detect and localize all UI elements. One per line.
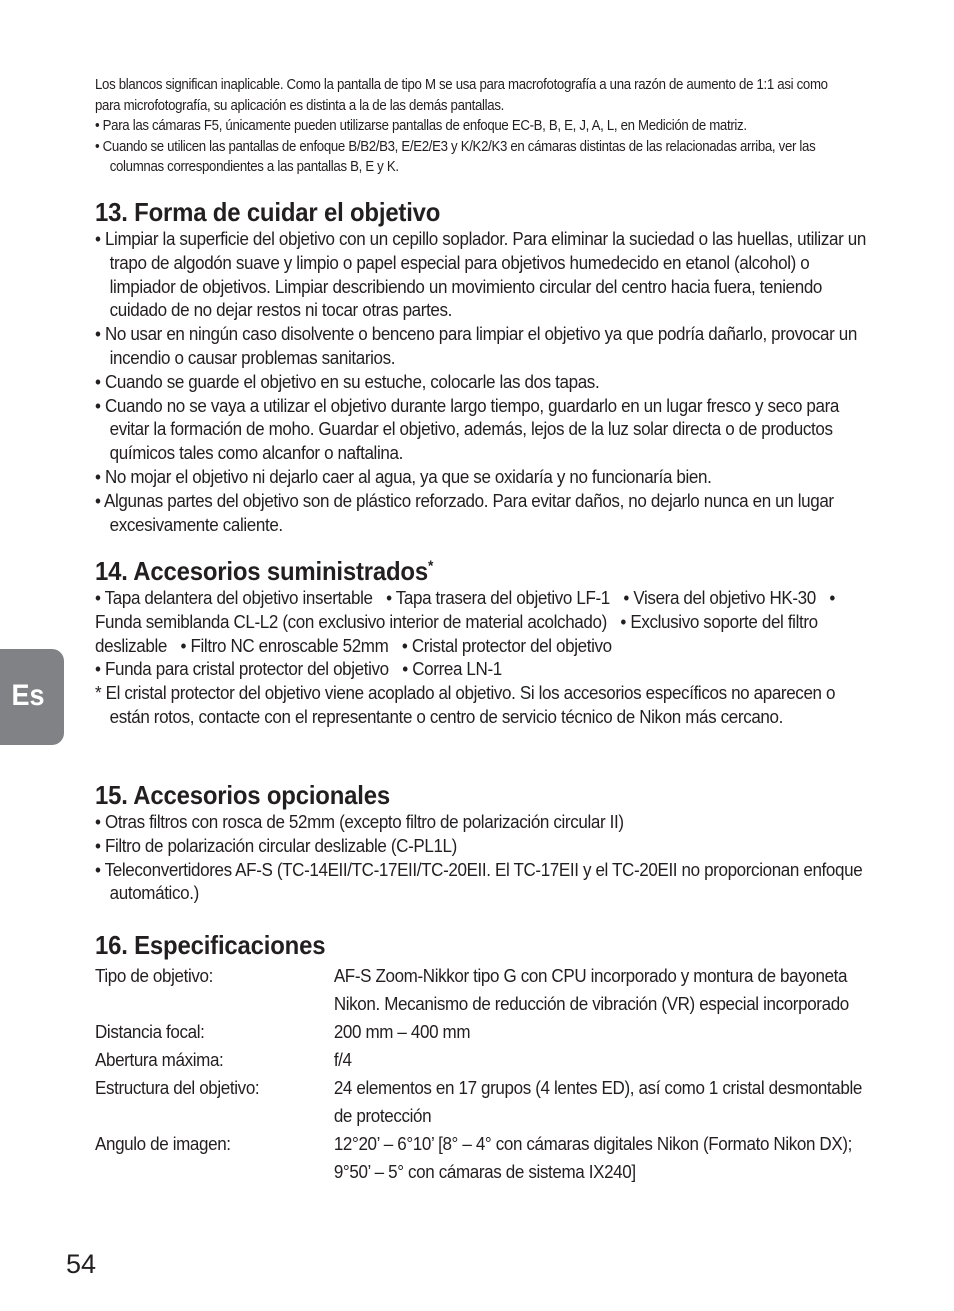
- accessory-item: • Correa LN-1: [402, 658, 502, 680]
- section-lens-care: [95, 197, 945, 536]
- heading-asterisk: *: [427, 557, 434, 575]
- language-tab: [0, 649, 64, 745]
- spec-value: 200 mm – 400 mm: [333, 1021, 471, 1042]
- bullet-item: • Teleconvertidores AF-S (TC-14EII/TC-17EII/TC-20EII. El TC-17EII y el TC-20EII no proporcionan enfoque automático.): [95, 858, 863, 904]
- accessory-list: [95, 657, 873, 681]
- spec-value: AF-S Zoom-Nikkor tipo G con CPU incorporado y montura de bayoneta Nikon. Mecanismo de reducción de vibración (VR) especial incorporado: [333, 965, 849, 1014]
- bullet-item: • No usar en ningún caso disolvente o benceno para limpiar el objetivo ya que podría dañarlo, provocar un incendio o causar problemas sanitarios.: [95, 323, 857, 368]
- accessory-item: • Visera del objetivo HK-30: [623, 587, 816, 608]
- accessory-item: • Filtro NC enroscable 52mm: [180, 634, 389, 656]
- section-heading: 16. Especificaciones: [95, 930, 326, 960]
- section-heading: 13. Forma de cuidar el objetivo: [95, 197, 441, 227]
- section-specifications: [95, 930, 945, 960]
- notes-bullet: • Cuando se utilicen las pantallas de enfoque B/B2/B3, E/E2/E3 y K/K2/K3 en cámaras distintas de las relacionadas arriba, ver las columnas correspondientes a las pantallas B, E y K.: [95, 138, 816, 175]
- specifications-table: [95, 962, 873, 1186]
- section-optional-accessories: [95, 780, 945, 905]
- accessory-item: • Tapa delantera del objetivo insertable: [95, 587, 373, 608]
- bullet-item: • Cuando no se vaya a utilizar el objetivo durante largo tiempo, guardarlo en un lugar fresco y seco para evitar la formación de moho. Guardar el objetivo, además, lejos de la luz solar directa o de productos químicos tales como alcanfor o naftalina.: [95, 394, 839, 464]
- spec-value: 24 elementos en 17 grupos (4 lentes ED), así como 1 cristal desmontable de protección: [333, 1077, 863, 1126]
- spec-value: f/4: [333, 1049, 352, 1070]
- bullet-item: • Limpiar la superficie del objetivo con un cepillo soplador. Para eliminar la suciedad o las huellas, utilizar un trapo de algodón suave y limpio o papel especial para objetivos humedecido en etanol (alcohol) o limpiador de objetivos. Limpiar describiendo un movimiento circular del centro hacia fuera, teniendo cuidado de no dejar restos ni tocar otras partes.: [95, 228, 866, 321]
- section-supplied-accessories: [95, 556, 945, 729]
- footnote: * El cristal protector del objetivo viene acoplado al objetivo. Si los accesorios específicos no aparecen o están rotos, contacte con el representante o centro de servicio técnico de Nikon más cercano.: [95, 682, 836, 727]
- bullet-item: • Otras filtros con rosca de 52mm (excepto filtro de polarización circular II): [95, 811, 624, 832]
- section-body: [95, 810, 873, 905]
- spec-label: Angulo de imagen:: [95, 1133, 231, 1154]
- accessory-item: • Funda semiblanda CL-L2 (con exclusivo interior de material acolchado): [95, 587, 836, 632]
- section-body: [95, 227, 873, 536]
- bullet-item: • Algunas partes del objetivo son de plástico reforzado. Para evitar daños, no dejarlo nunca en un lugar excesivamente caliente.: [95, 489, 834, 535]
- section-heading: [95, 556, 877, 586]
- bullet-item: • No mojar el objetivo ni dejarlo caer al agua, ya que se oxidaría y no funcionaría bien.: [95, 465, 712, 487]
- spec-label: Estructura del objetivo:: [95, 1077, 260, 1098]
- bullet-item: • Filtro de polarización circular deslizable (C-PL1L): [95, 834, 457, 856]
- notes-bullet: • Para las cámaras F5, únicamente pueden utilizarse pantallas de enfoque EC-B, B, E, J, A, L, en Medición de matriz.: [95, 118, 747, 134]
- accessory-item: • Cristal protector del objetivo: [401, 634, 612, 656]
- screen-notes: [95, 75, 831, 178]
- spec-label: Tipo de objetivo:: [95, 965, 213, 986]
- notes-paragraph: Los blancos significan inaplicable. Como la pantalla de tipo M se usa para macrofotografía a una razón de aumento de 1:1 asi como para microfotografía, su aplicación es distinta a la de las demás pantallas.: [95, 77, 828, 114]
- spec-row: [95, 1018, 873, 1046]
- accessory-item: • Funda para cristal protector del objetivo: [95, 658, 389, 680]
- bullet-item: • Cuando se guarde el objetivo en su estuche, colocarle las dos tapas.: [95, 370, 600, 392]
- spec-label: Distancia focal:: [95, 1021, 205, 1042]
- spec-value: 12°20’ – 6°10’ [8° – 4° con cámaras digitales Nikon (Formato Nikon DX); 9°50’ – 5° con cámaras de sistema IX240]: [333, 1133, 852, 1182]
- section-body: [95, 586, 873, 729]
- spec-row: [95, 1130, 873, 1186]
- spec-row: [95, 962, 873, 1018]
- accessory-item: • Exclusivo soporte del filtro deslizable: [95, 610, 818, 656]
- spec-row: [95, 1074, 873, 1130]
- spec-label: Abertura máxima:: [95, 1049, 224, 1070]
- accessory-list: [95, 586, 873, 657]
- spec-row: [95, 1046, 873, 1074]
- page-number: 54: [66, 1249, 97, 1279]
- accessory-item: • Tapa trasera del objetivo LF-1: [386, 587, 610, 608]
- section-heading: 15. Accesorios opcionales: [95, 780, 390, 810]
- language-tab-label: Es: [11, 679, 45, 712]
- heading-text: 14. Accesorios suministrados: [95, 556, 428, 586]
